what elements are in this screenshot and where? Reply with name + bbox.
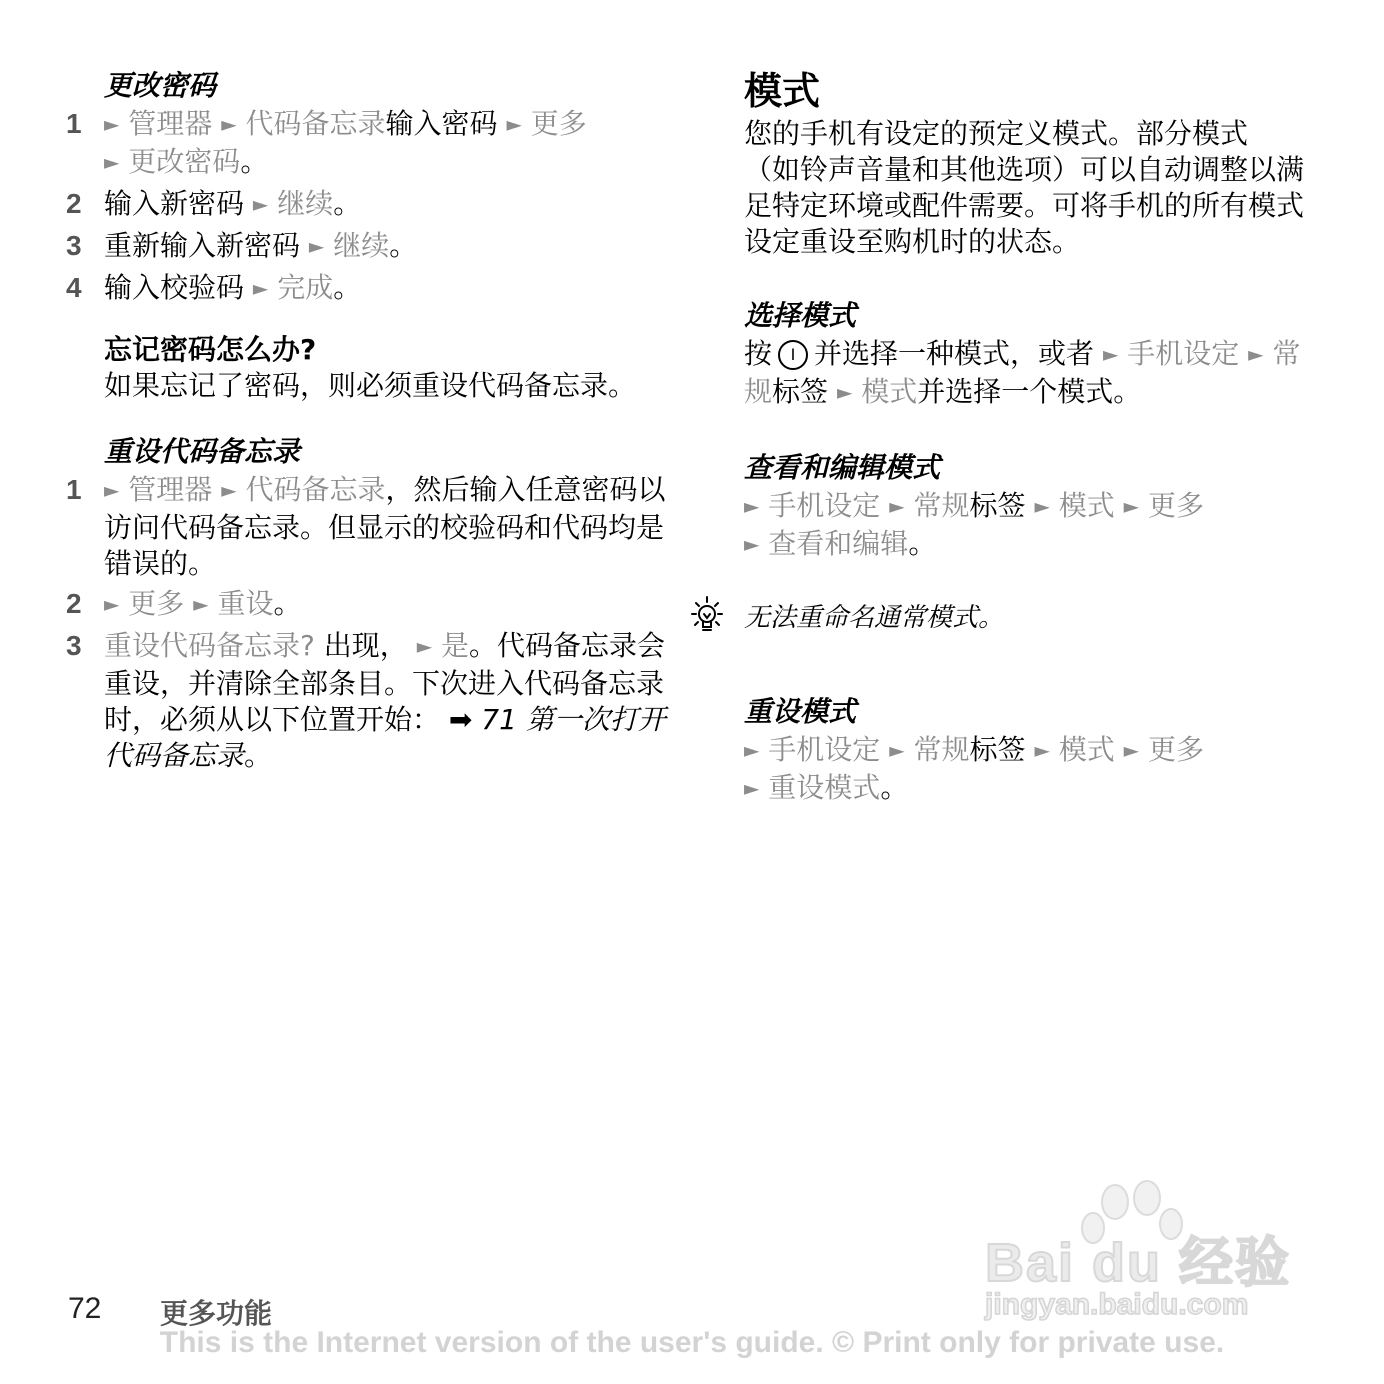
view-edit-profile-text: ► 手机设定 ► 常规标签 ► 模式 ► 更多 ► 查看和编辑。 [744,489,1204,560]
arrow-icon: ► [252,192,269,216]
footer-notice: This is the Internet version of the user's guide. © Print only for private use. [159,1326,1225,1359]
arrow-icon: ► [836,380,853,404]
arrow-icon: ► [104,478,120,502]
arrow-icon: ► [308,234,325,258]
change-password-heading: 更改密码 [104,69,217,102]
reset-code-memo-step-3: 3 重设代码备忘录? 出现， ► 是。代码备忘录会重设，并清除全部条目。下次进入代码备忘录时，必须从以下位置开始： ➡ 71 第一次打开代码备忘录。 [66,629,666,772]
arrow-icon: ► [1248,342,1264,366]
arrow-icon: ► [221,112,237,136]
arrow-icon: ► [1123,494,1140,518]
power-key-icon: I [778,340,808,370]
arrow-icon: ► [506,112,522,136]
reset-code-memo-heading: 重设代码备忘录 [104,435,301,468]
tip-note: 无法重命名通常模式。 [744,600,1304,636]
reset-code-memo-step-2: 2 ► 更多 ► 重设。 [66,587,302,620]
left-column [66,66,666,778]
change-password-step-2: 2 输入新密码 ► 继续。 [66,187,362,220]
profiles-intro-text: 您的手机有设定的预定义模式。部分模式 （如铃声音量和其他选项）可以自动调整以满足特定环境或配件需要。可将手机的所有模式设定重设至购机时的状态。 [744,117,1305,258]
select-profile-text: 按 I 并选择一种模式，或者 ► 手机设定 ► 常规标签 ► 模式并选择一个模式。 [744,337,1301,408]
arrow-icon: ► [744,738,760,762]
reset-profile-text: ► 手机设定 ► 常规标签 ► 模式 ► 更多 ► 重设模式。 [744,733,1204,804]
page-reference-link[interactable]: 71 第一次打开代码备忘录 [104,703,666,772]
arrow-icon: ► [104,150,120,174]
right-column [744,66,1304,808]
arrow-icon: ► [193,592,209,616]
arrow-icon: ► [1034,738,1050,762]
reference-arrow-icon: ➡ [448,703,473,736]
arrow-icon: ► [889,738,905,762]
profiles-heading: 模式 [744,69,821,113]
arrow-icon: ► [252,276,269,300]
forgot-password-heading: 忘记密码怎么办? [104,333,317,366]
arrow-icon: ► [1102,342,1119,366]
arrow-icon: ► [416,634,433,658]
arrow-icon: ► [744,494,760,518]
arrow-icon: ► [744,776,760,800]
watermark-brand: Bai du 经验 [985,1233,1292,1293]
forgot-password-text: 如果忘记了密码，则必须重设代码备忘录。 [104,369,637,402]
reset-code-memo-step-1: 1 ► 管理器 ► 代码备忘录，然后输入任意密码以访问代码备忘录。但显示的校验码和代码均是错误的。 [66,473,666,580]
arrow-icon: ► [1123,738,1140,762]
view-edit-profile-heading: 查看和编辑模式 [744,451,941,484]
arrow-icon: ► [889,494,905,518]
arrow-icon: ► [1034,494,1050,518]
change-password-step-3: 3 重新输入新密码 ► 继续。 [66,229,418,262]
select-profile-heading: 选择模式 [744,299,857,332]
page-number: 72 [68,1292,102,1325]
arrow-icon: ► [744,532,760,556]
arrow-icon: ► [104,592,120,616]
reset-profile-heading: 重设模式 [744,695,857,728]
lightbulb-icon [684,594,730,640]
change-password-step-4: 4 输入校验码 ► 完成。 [66,271,362,304]
arrow-icon: ► [221,478,237,502]
arrow-icon: ► [104,112,120,136]
change-password-step-1: 1 ► 管理器 ► 代码备忘录输入密码 ► 更多 ► 更改密码。 [66,107,587,178]
section-name: 更多功能 [160,1297,273,1330]
watermark-url: jingyan.baidu.com [985,1288,1249,1321]
